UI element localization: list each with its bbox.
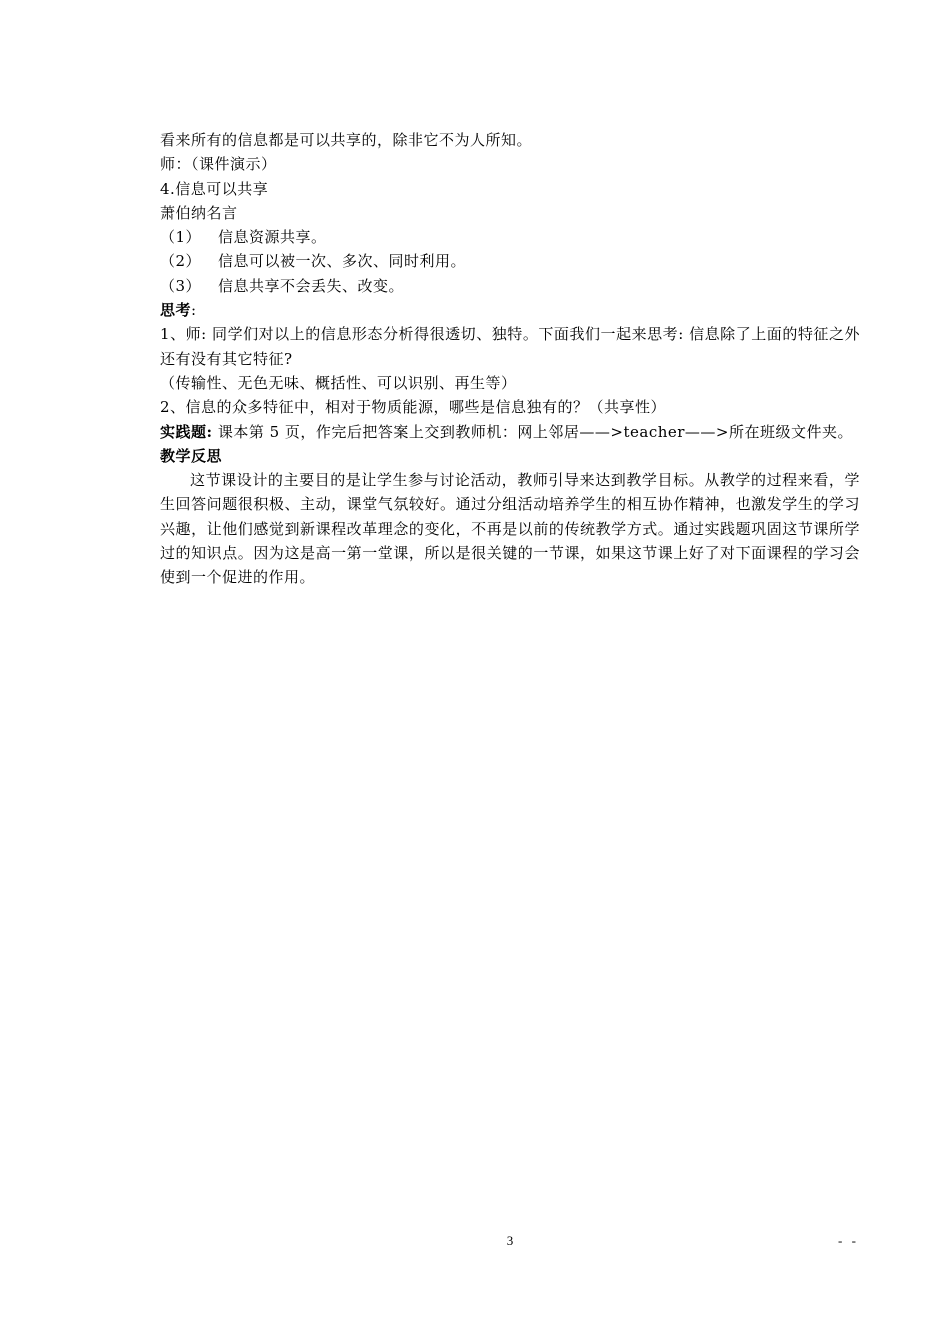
practice-text: 课本第 5 页，作完后把答案上交到教师机：网上邻居——>teacher——>所在班级文件夹。 [212,422,853,441]
thinking-question-2: 2、信息的众多特征中，相对于物质能源，哪些是信息独有的？（共享性） [160,398,667,417]
text-line-quote-title: 萧伯纳名言 [160,203,238,222]
thinking-question-1: 1、师: 同学们对以上的信息形态分析得很透切、独特。下面我们一起来思考: 信息除了上面的特征之外还有没有其它特征? [160,325,860,368]
reflection-paragraph: 这节课设计的主要目的是让学生参与讨论活动，教师引导来达到教学目标。从教学的过程来看，学生回答问题很积极、主动，课堂气氛较好。通过分组活动培养学生的相互协作精神，也激发学生的学习兴趣，让他们感觉到新课程改革理念的变化，不再是以前的传统教学方式。通过实践题巩固这节课所学过的知识点。因为这是高一第一堂课，所以是很关键的一节课，如果这节课上好了对下面课程的学习会使到一个促进的作用。 [160,471,860,587]
reflection-heading: 教学反思 [160,446,223,465]
list-item-text: 信息可以被一次、多次、同时利用。 [218,252,467,271]
text-line-section-title: 4.信息可以共享 [160,179,269,198]
list-item-number: （1） [160,228,202,247]
thinking-heading-colon: : [191,301,197,320]
text-line-teacher-demo: 师：（课件演示） [160,155,277,174]
list-item [160,249,860,273]
practice-heading: 实践题: [160,422,213,441]
thinking-answer-1: （传输性、无色无味、概括性、可以识别、再生等） [160,373,517,392]
thinking-heading-line [160,298,860,322]
list-item [160,274,860,298]
list-item-text: 信息资源共享。 [218,228,327,247]
list-item [160,225,860,249]
list-item-number: （2） [160,252,202,271]
list-item-text: 信息共享不会丢失、改变。 [218,276,405,295]
thinking-heading: 思考 [160,301,192,320]
list-item-number: （3） [160,276,202,295]
footer-mark: - - [838,1233,859,1248]
page-number: 3 [506,1233,514,1248]
text-line-conclusion: 看来所有的信息都是可以共享的，除非它不为人所知。 [160,131,533,149]
practice-paragraph [160,420,860,444]
page-content [160,128,860,590]
sharing-list [160,225,860,298]
